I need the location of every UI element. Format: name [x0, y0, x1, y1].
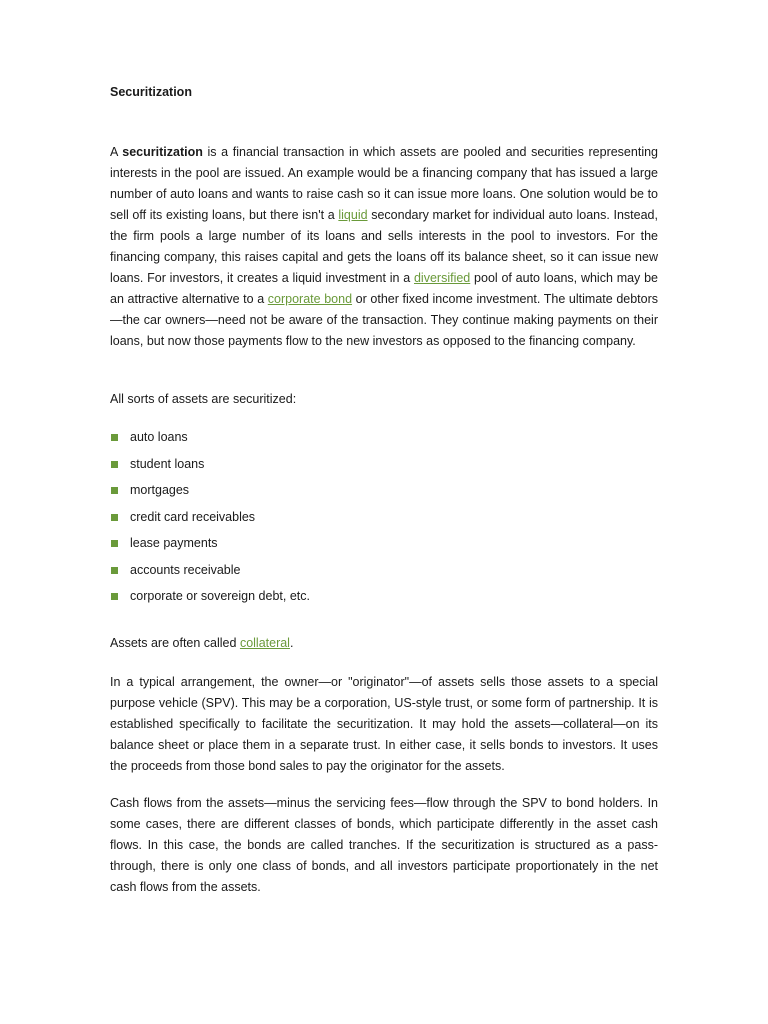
green-square-bullet-icon [111, 593, 118, 600]
list-intro: All sorts of assets are securitized: [110, 392, 297, 406]
text-run: . [289, 636, 294, 650]
list-item [110, 480, 310, 507]
text-run: or other fixed income investment. The ultimate debtors—the car owners—need not be aware of the transaction. They continue making payments on their loans, but now those payments flow to the new investors as opposed to the financing company. [110, 292, 659, 348]
list-item-label: lease payments [130, 536, 218, 550]
text-run: pool of auto loans, which may be an attractive alternative to a [110, 271, 658, 306]
green-square-bullet-icon [111, 461, 118, 468]
green-square-bullet-icon [111, 540, 118, 547]
link-diversified[interactable]: diversified [413, 271, 471, 285]
list-item-label: accounts receivable [130, 562, 241, 577]
list-item [110, 533, 310, 560]
asset-list [110, 427, 310, 613]
arrangement-paragraph: In a typical arrangement, the owner—or "originator"—of assets sells those assets to a special purpose vehicle (SPV). This may be a corporation, US-style trust, or some form of partnership. It is established specifically to facilitate the securitization. It may hold the assets—collateral—on its balance sheet or place them in a separate trust. In either case, it sells bonds to investors. It uses the proceeds from those bond sales to pay the originator for the assets. [110, 675, 658, 773]
green-square-bullet-icon [111, 434, 118, 441]
list-item [110, 586, 310, 613]
text-run: secondary market for individual auto loans. Instead, the firm pools a large number of its loans and sells interests in the pool to investors. For the financing company, this raises capital and gets the loans off its balance sheet, so it can issue new loans. For investors, it creates a liquid investment in a [110, 208, 658, 285]
collateral-paragraph [110, 633, 658, 654]
list-item [110, 427, 310, 454]
green-square-bullet-icon [111, 567, 118, 574]
list-item-label: corporate or sovereign debt, etc. [130, 589, 310, 603]
intro-paragraph [110, 142, 658, 352]
green-square-bullet-icon [111, 514, 118, 521]
list-item-label: student loans [130, 456, 205, 471]
link-collateral[interactable]: collateral [239, 636, 290, 650]
page-title: Securitization [110, 85, 192, 99]
text-run: Assets are often called [110, 636, 240, 650]
list-item-label: mortgages [130, 483, 190, 497]
link-corporate-bond[interactable]: corporate bond [267, 292, 353, 306]
green-square-bullet-icon [111, 487, 118, 494]
text-run: A [110, 145, 123, 159]
list-item [110, 454, 310, 481]
list-item [110, 507, 310, 534]
bold-term: securitization [122, 145, 203, 159]
cash-flows-paragraph: Cash flows from the assets—minus the servicing fees—flow through the SPV to bond holders. In some cases, there are different classes of bonds, which participate differently in the asset cash flows. In this case, the bonds are called tranches. If the securitization is structured as a pass-through, there is only one class of bonds, and all investors participate proportionately in the net cash flows from the assets. [110, 796, 658, 894]
text-run: is a financial transaction in which assets are pooled and securities representing interests in the pool are issued. An example would be a financing company that has issued a large number of auto loans and wants to raise cash so it can issue more loans. One solution would be to sell off its existing loans, but there isn't a [110, 145, 658, 222]
list-item-label: credit card receivables [130, 509, 256, 524]
list-item [110, 560, 310, 587]
link-liquid[interactable]: liquid [338, 208, 368, 222]
list-item-label: auto loans [130, 430, 188, 444]
